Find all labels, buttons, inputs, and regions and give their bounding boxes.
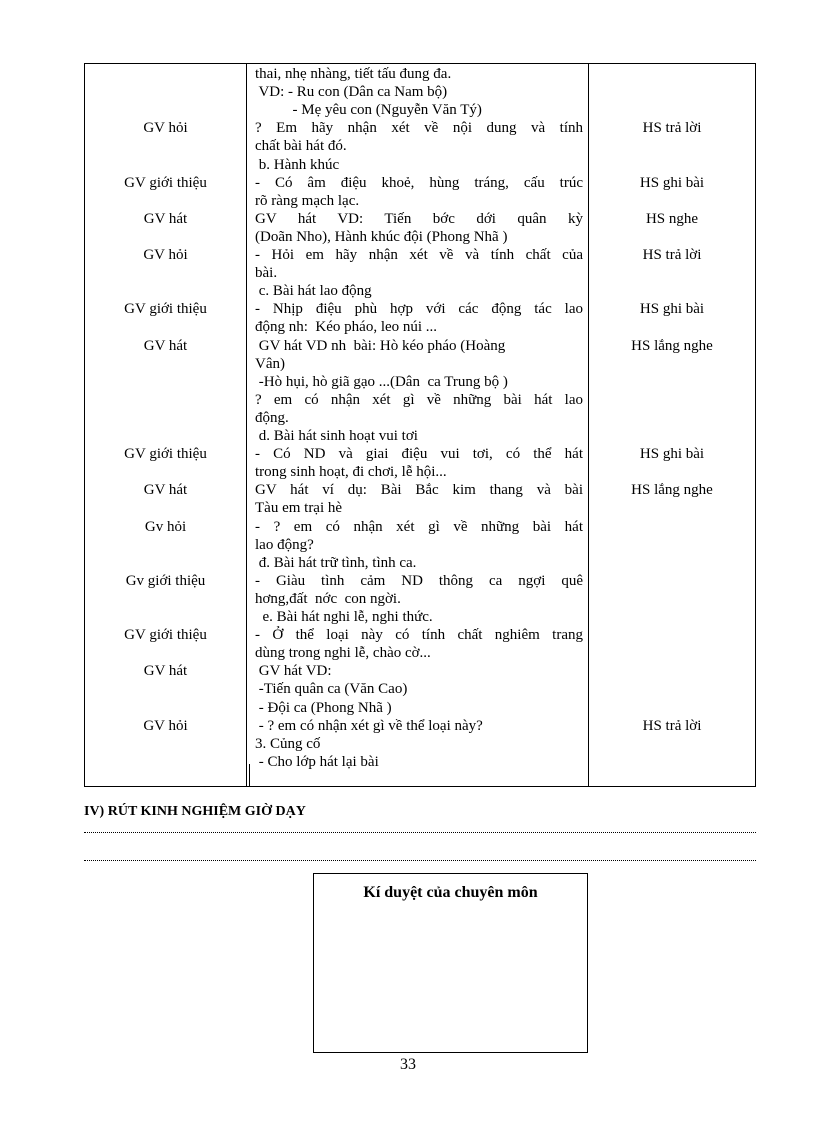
table-row [85, 572, 755, 590]
lesson-content: - Mẹ yêu con (Nguyễn Văn Tý) [255, 102, 482, 119]
student-activity: HS trả lời [642, 717, 702, 734]
table-row [85, 264, 755, 282]
lesson-content: bài. [255, 265, 278, 282]
table-row [85, 391, 755, 409]
section-heading: IV) RÚT KINH NGHIỆM GIỜ DẠY [84, 804, 306, 819]
table-row [85, 174, 755, 192]
lesson-content: ? em có nhận xét gì về những bài hát lao [255, 391, 583, 408]
table-row [85, 536, 755, 554]
lesson-content: - Cho lớp hát lại bài [255, 753, 379, 770]
table-row [85, 119, 755, 137]
lesson-content: lao động? [255, 536, 314, 553]
table-row [85, 137, 755, 155]
lesson-content: ? Em hãy nhận xét về nội dung và tính [255, 120, 583, 137]
table-row [85, 246, 755, 264]
table-row [85, 282, 755, 300]
lesson-content: chất bài hát đó. [255, 138, 347, 155]
lesson-content: b. Hành khúc [255, 156, 340, 173]
approval-box [313, 873, 588, 1053]
table-row [85, 753, 755, 771]
teacher-activity: GV hát [143, 482, 188, 499]
table-row [85, 337, 755, 355]
lesson-content: động nh: Kéo pháo, leo núi ... [255, 319, 438, 336]
student-activity: HS ghi bài [639, 174, 705, 191]
student-activity: HS nghe [645, 210, 699, 227]
teacher-activity: GV hỏi [143, 247, 188, 263]
table-row [85, 626, 755, 644]
dotted-line [84, 832, 756, 833]
dotted-line [84, 860, 756, 861]
lesson-content: d. Bài hát sinh hoạt vui tơi [255, 428, 418, 444]
lesson-content: -Tiến quân ca (Văn Cao) [255, 681, 408, 698]
table-row [85, 409, 755, 427]
teacher-activity: GV giới thiệu [124, 446, 207, 463]
lesson-content: - Nhịp điệu phù hợp với các động tác lao [255, 301, 583, 318]
teacher-activity: GV hát [143, 210, 188, 227]
table-row [85, 427, 755, 445]
lesson-content: (Doãn Nho), Hành khúc đội (Phong Nhã ) [255, 228, 508, 245]
lesson-content: GV hát ví dụ: Bài Bắc kim thang và bài [255, 482, 583, 499]
lesson-content: - Có ND và giai điệu vui tơi, có thể hát [255, 446, 583, 463]
lesson-content: - Đội ca (Phong Nhã ) [255, 699, 392, 716]
lesson-content: - ? em có nhận xét gì về thể loại này? [255, 717, 483, 734]
page-number: 33 [400, 1056, 416, 1073]
lesson-content: trong sinh hoạt, đi chơi, lễ hội... [255, 464, 447, 481]
table-row [85, 662, 755, 680]
approval-title: Kí duyệt của chuyên môn [363, 884, 538, 901]
teacher-activity: GV giới thiệu [124, 301, 207, 318]
table-row [85, 735, 755, 753]
lesson-content: Vân) [255, 355, 285, 372]
table-row [85, 300, 755, 318]
table-row [85, 644, 755, 662]
student-activity: HS trả lời [642, 120, 702, 137]
table-row [85, 156, 755, 174]
table-row [85, 192, 755, 210]
student-activity: HS lắng nghe [631, 337, 713, 354]
lesson-content: GV hát VD: Tiến bớc dới quân kỳ [255, 210, 583, 227]
student-activity: HS ghi bài [639, 301, 705, 318]
lesson-content: hơng,đất nớc con ngời. [255, 590, 401, 607]
lesson-content: - Ở thể loại này có tính chất nghiêm trang [255, 627, 583, 644]
teacher-activity: GV giới thiệu [124, 627, 207, 644]
teacher-activity: Gv giới thiệu [125, 572, 206, 589]
lesson-content: - Hỏi em hãy nhận xét về và tính chất của [255, 247, 583, 263]
teacher-activity: GV hỏi [143, 717, 188, 734]
lesson-content: động. [255, 409, 289, 426]
lesson-content: -Hò hụi, hò giã gạo ...(Dân ca Trung bộ ) [255, 373, 508, 390]
table-row [85, 499, 755, 517]
teacher-activity: Gv hỏi [144, 518, 187, 535]
table-row [85, 83, 755, 101]
teacher-activity: GV giới thiệu [124, 174, 207, 191]
table-row [85, 699, 755, 717]
table-row [85, 210, 755, 228]
table-row [85, 355, 755, 373]
lesson-content: VD: - Ru con (Dân ca Nam bộ) [255, 84, 448, 101]
table-row [85, 463, 755, 481]
lesson-content: e. Bài hát nghi lễ, nghi thức. [255, 609, 433, 625]
table-row [85, 554, 755, 572]
table-row [85, 373, 755, 391]
table-row [85, 608, 755, 626]
table-row [85, 445, 755, 463]
table-row [85, 318, 755, 336]
lesson-content: - ? em có nhận xét gì về những bài hát [255, 518, 583, 535]
lesson-content: - Giàu tình cảm ND thông ca ngợi quê [255, 572, 583, 589]
lesson-table [84, 63, 756, 787]
lesson-content: GV hát VD: [255, 663, 332, 680]
lesson-content: đ. Bài hát trữ tình, tình ca. [255, 554, 417, 571]
teacher-activity: GV hát [143, 663, 188, 680]
lesson-content: 3. Củng cố [255, 735, 321, 752]
table-row [85, 590, 755, 608]
teacher-activity: GV hát [143, 337, 188, 354]
table-row [85, 717, 755, 735]
lesson-content: c. Bài hát lao động [255, 283, 372, 300]
table-row [85, 101, 755, 119]
table-row [85, 228, 755, 246]
lesson-content: rõ ràng mạch lạc. [255, 192, 360, 209]
student-activity: HS trả lời [642, 247, 702, 263]
lesson-content: GV hát VD nh bài: Hò kéo pháo (Hoàng [255, 337, 506, 354]
student-activity: HS lắng nghe [631, 482, 713, 499]
lesson-content: dùng trong nghi lễ, chào cờ... [255, 645, 431, 662]
teacher-activity: GV hỏi [143, 120, 188, 137]
lesson-content: thai, nhẹ nhàng, tiết tấu đung đa. [255, 66, 452, 82]
student-activity: HS ghi bài [639, 446, 705, 463]
table-row [85, 481, 755, 499]
lesson-content: - Có âm điệu khoẻ, hùng tráng, cấu trúc [255, 174, 583, 191]
table-row [85, 680, 755, 698]
table-row [85, 518, 755, 536]
lesson-content: Tàu em trại hè [255, 500, 343, 517]
table-row [85, 65, 755, 83]
